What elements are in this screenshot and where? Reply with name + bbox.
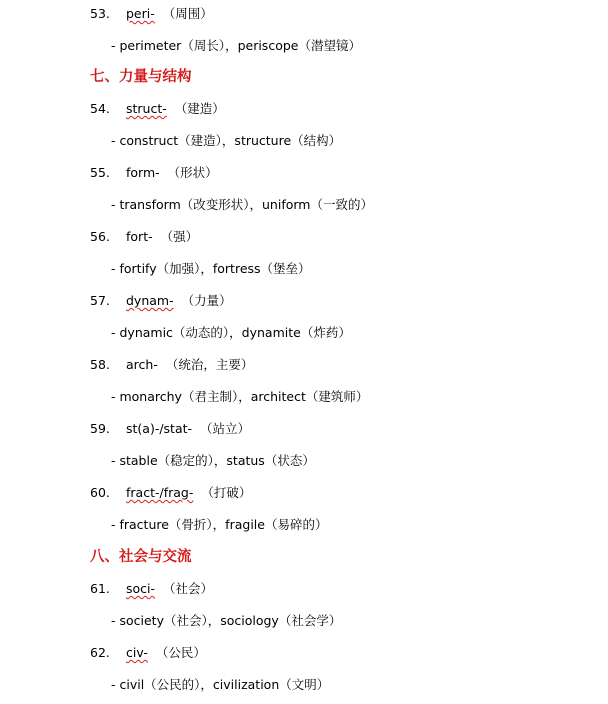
root-term [126,642,206,664]
example-line-62 [0,674,608,696]
root-entry-57 [0,290,608,312]
entry-number: 54. [90,101,110,116]
example-line-60 [0,514,608,536]
entry-number: 56. [90,229,110,244]
example-words: - civil（公民的），civilization（文明） [111,677,330,692]
root-term [126,3,213,25]
root-word: struct- [126,101,167,116]
example-line-53 [0,35,608,57]
root-entry-55 [0,162,608,184]
root-word: peri- [126,6,155,21]
example-words: - monarchy（君主制），architect（建筑师） [111,389,369,404]
entry-number: 55. [90,165,110,180]
entry-number: 60. [90,485,110,500]
root-entry-56 [0,226,608,248]
example-line-54 [0,130,608,152]
example-words: - fracture（骨折），fragile（易碎的） [111,517,328,532]
section-title: 七、力量与结构 [90,69,192,85]
example-words: - fortify（加强），fortress（堡垒） [111,261,311,276]
root-entry-60 [0,482,608,504]
entry-number: 58. [90,357,110,372]
root-entry-58 [0,354,608,376]
example-words: - construct（建造），structure（结构） [111,133,342,148]
section-heading-8 [0,546,608,568]
example-line-57 [0,322,608,344]
root-term [126,226,198,248]
root-term [126,482,251,504]
example-words: - society（社会），sociology（社会学） [111,613,342,628]
example-line-58 [0,386,608,408]
entry-number: 62. [90,645,110,660]
root-word: st(a)-/stat- [126,421,193,436]
root-meaning: （建造） [174,101,225,116]
example-line-61 [0,610,608,632]
root-word: civ- [126,645,148,660]
root-entry-53 [0,3,608,25]
root-word: fort- [126,229,153,244]
root-term [126,578,213,600]
root-entry-61 [0,578,608,600]
example-line-55 [0,194,608,216]
root-meaning: （统治，主要） [165,357,254,372]
entry-number: 61. [90,581,110,596]
section-heading-7 [0,66,608,88]
root-entry-59 [0,418,608,440]
root-meaning: （周围） [162,6,213,21]
root-meaning: （形状） [167,165,218,180]
root-entry-54 [0,98,608,120]
root-word: form- [126,165,160,180]
root-meaning: （站立） [200,421,251,436]
example-words: - perimeter（周长），periscope（潜望镜） [111,38,361,53]
section-title: 八、社会与交流 [90,549,192,565]
example-line-56 [0,258,608,280]
root-meaning: （公民） [155,645,206,660]
root-meaning: （力量） [181,293,232,308]
root-word: soci- [126,581,156,596]
entry-number: 57. [90,293,110,308]
root-meaning: （打破） [201,485,252,500]
example-line-59 [0,450,608,472]
root-term [126,290,232,312]
root-term [126,418,250,440]
root-meaning: （社会） [163,581,214,596]
root-entry-62 [0,642,608,664]
root-term [126,162,218,184]
root-word: arch- [126,357,158,372]
root-term [126,98,225,120]
entry-number: 59. [90,421,110,436]
root-term [126,354,253,376]
root-word: fract-/frag- [126,485,194,500]
root-word: dynam- [126,293,174,308]
example-words: - dynamic（动态的），dynamite（炸药） [111,325,351,340]
example-words: - stable（稳定的），status（状态） [111,453,315,468]
root-meaning: （强） [160,229,199,244]
entry-number: 53. [90,6,110,21]
example-words: - transform（改变形状），uniform（一致的） [111,197,373,212]
